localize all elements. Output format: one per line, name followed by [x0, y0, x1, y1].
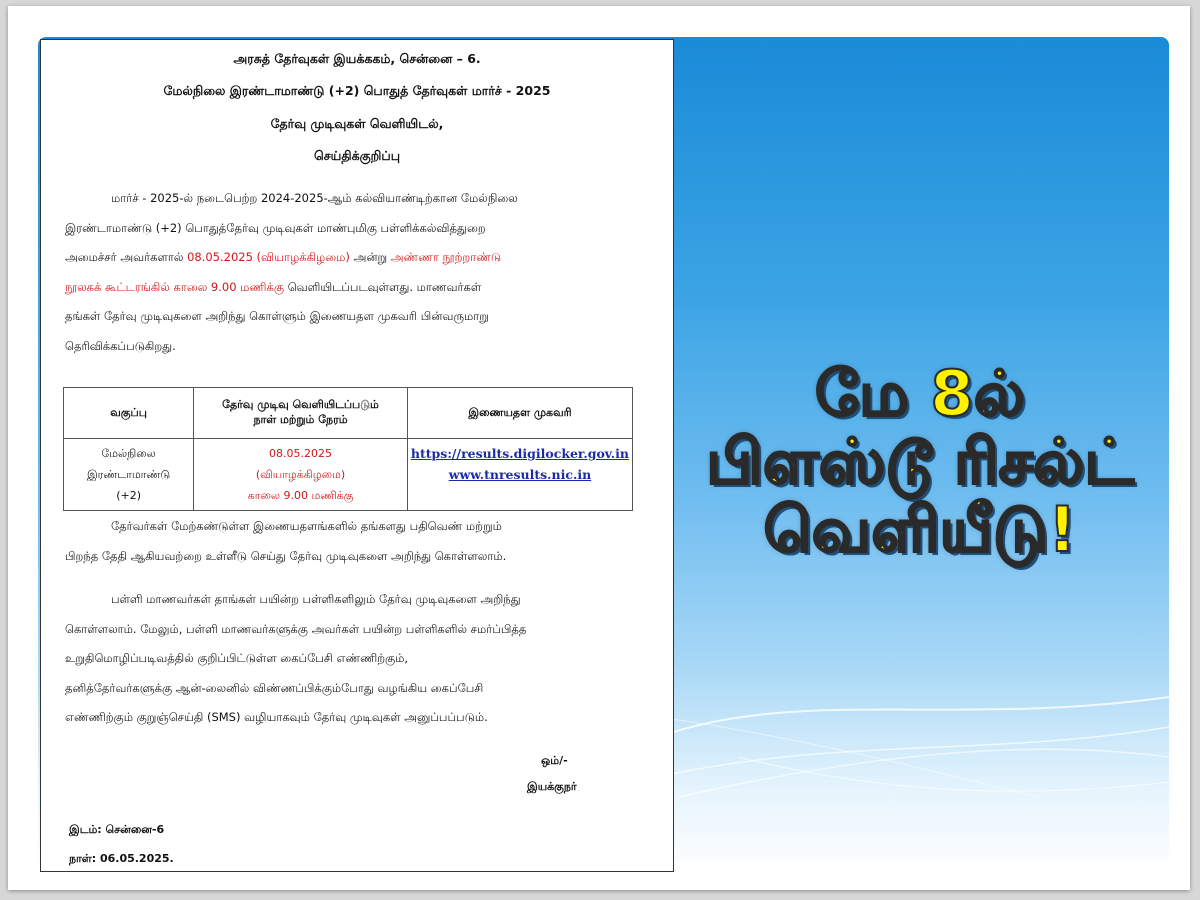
intro-line-3	[65, 243, 639, 273]
footer-date: நாள்: 06.05.2025.	[69, 852, 174, 865]
doc-header-line1: அரசுத் தேர்வுகள் இயக்ககம், சென்னை – 6.	[233, 51, 481, 66]
cell-websites	[407, 439, 632, 511]
intro-paragraph	[65, 184, 639, 361]
para3-line-4: தனித்தேர்வர்களுக்கு ஆன்-லைனில் விண்ணப்பிக்கும்போது வழங்கிய கைப்பேசி	[65, 680, 484, 695]
result-info-table	[63, 387, 633, 511]
col-date-header-b: நாள் மற்றும் நேரம்	[253, 413, 348, 426]
signature-sd: ஒம்/-	[541, 754, 568, 767]
cell-class	[64, 439, 194, 511]
para3-line-1: பள்ளி மாணவர்கள் தாங்கள் பயின்ற பள்ளிகளிலும் தேர்வு முடிவுகளை அறிந்து	[111, 592, 521, 606]
col-class-header: வகுப்பு	[64, 388, 194, 439]
intro-line-4	[65, 273, 639, 303]
col-date-header	[194, 388, 408, 439]
cell-time: காலை 9.00 மணிக்கு	[247, 489, 354, 502]
intro-l4-b: வெளியிடப்படவுள்ளது. மாணவர்கள்	[287, 279, 482, 294]
cell-class-c: (+2)	[116, 489, 141, 502]
cell-day: (வியாழக்கிழமை)	[255, 468, 346, 481]
col-date-header-a: தேர்வு முடிவு வெளியிடப்படும்	[222, 398, 379, 411]
cell-class-a: மேல்நிலை	[101, 447, 156, 460]
doc-header-line3: தேர்வு முடிவுகள் வெளியிடல்,	[270, 116, 444, 131]
press-release-document	[40, 39, 674, 872]
banner-line-3: வெளியீடு!	[763, 493, 1077, 566]
doc-header-line4: செய்திக்குறிப்பு	[314, 148, 400, 163]
signature-title: இயக்குநர்	[527, 780, 577, 793]
intro-l3-a: அமைச்சர் அவர்களால்	[65, 250, 184, 264]
cell-class-b: இரண்டாமாண்டு	[86, 468, 171, 481]
paragraph-2	[65, 512, 639, 571]
banner-line-2: பிளஸ்டூ ரிசல்ட்	[706, 425, 1134, 498]
intro-line-6: தெரிவிக்கப்படுகிறது.	[65, 338, 176, 353]
table-header-row	[64, 388, 633, 439]
para3-line-5: எண்ணிற்கும் குறுஞ்செய்தி (SMS) வழியாகவும் தேர்வு முடிவுகள் அனுப்பப்படும்.	[65, 710, 488, 724]
venue-highlight: அண்ணா நூற்றாண்டு	[390, 250, 502, 264]
para2-line-2: பிறந்த தேதி ஆகியவற்றை உள்ளீடு செய்து தேர்வு முடிவுகளை அறிந்து கொள்ளலாம்.	[65, 548, 507, 563]
para3-line-3: உறுதிமொழிப்படிவத்தில் குறிப்பிட்டுள்ள கைப்பேசி எண்ணிற்கும்,	[65, 651, 409, 665]
intro-line-1: மார்ச் - 2025-ல் நடைபெற்ற 2024-2025-ஆம் கல்வியாண்டிற்கான மேல்நிலை	[111, 191, 518, 205]
cell-date-time	[194, 439, 408, 511]
tnresults-link[interactable]: www.tnresults.nic.in	[448, 467, 592, 482]
col-website-header: இணையதள முகவரி	[407, 388, 632, 439]
intro-line-2: இரண்டாமாண்டு (+2) பொதுத்தேர்வு முடிவுகள் மாண்புமிகு பள்ளிக்கல்வித்துறை	[65, 220, 486, 235]
intro-line-5: தங்கள் தேர்வு முடிவுகளை அறிந்து கொள்ளும் இணையதள முகவரி பின்வருமாறு	[65, 309, 489, 323]
table-row	[64, 439, 633, 511]
para3-line-2: கொள்ளலாம். மேலும், பள்ளி மாணவர்களுக்கு அவர்கள் பயின்ற பள்ளிகளில் சமர்ப்பித்த	[65, 621, 527, 636]
release-date-highlight: 08.05.2025 (வியாழக்கிழமை)	[187, 250, 350, 264]
paragraph-3	[65, 585, 639, 733]
venue-time-highlight: நூலகக் கூட்டரங்கில் காலை 9.00 மணிக்கு	[65, 279, 285, 294]
doc-header-line2: மேல்நிலை இரண்டாமாண்டு (+2) பொதுத் தேர்வுகள் மார்ச் - 2025	[163, 83, 551, 98]
digilocker-link[interactable]: https://results.digilocker.gov.in	[410, 446, 629, 461]
footer-place: இடம்: சென்னை-6	[69, 823, 165, 836]
intro-l3-c: அன்று	[353, 250, 388, 264]
banner-headline	[680, 357, 1160, 566]
cell-date: 08.05.2025	[269, 447, 333, 460]
para2-line-1: தேர்வர்கள் மேற்கண்டுள்ள இணையதளங்களில் தங்களது பதிவெண் மற்றும்	[111, 519, 502, 533]
banner-line-1: மே 8ல்	[814, 357, 1026, 430]
